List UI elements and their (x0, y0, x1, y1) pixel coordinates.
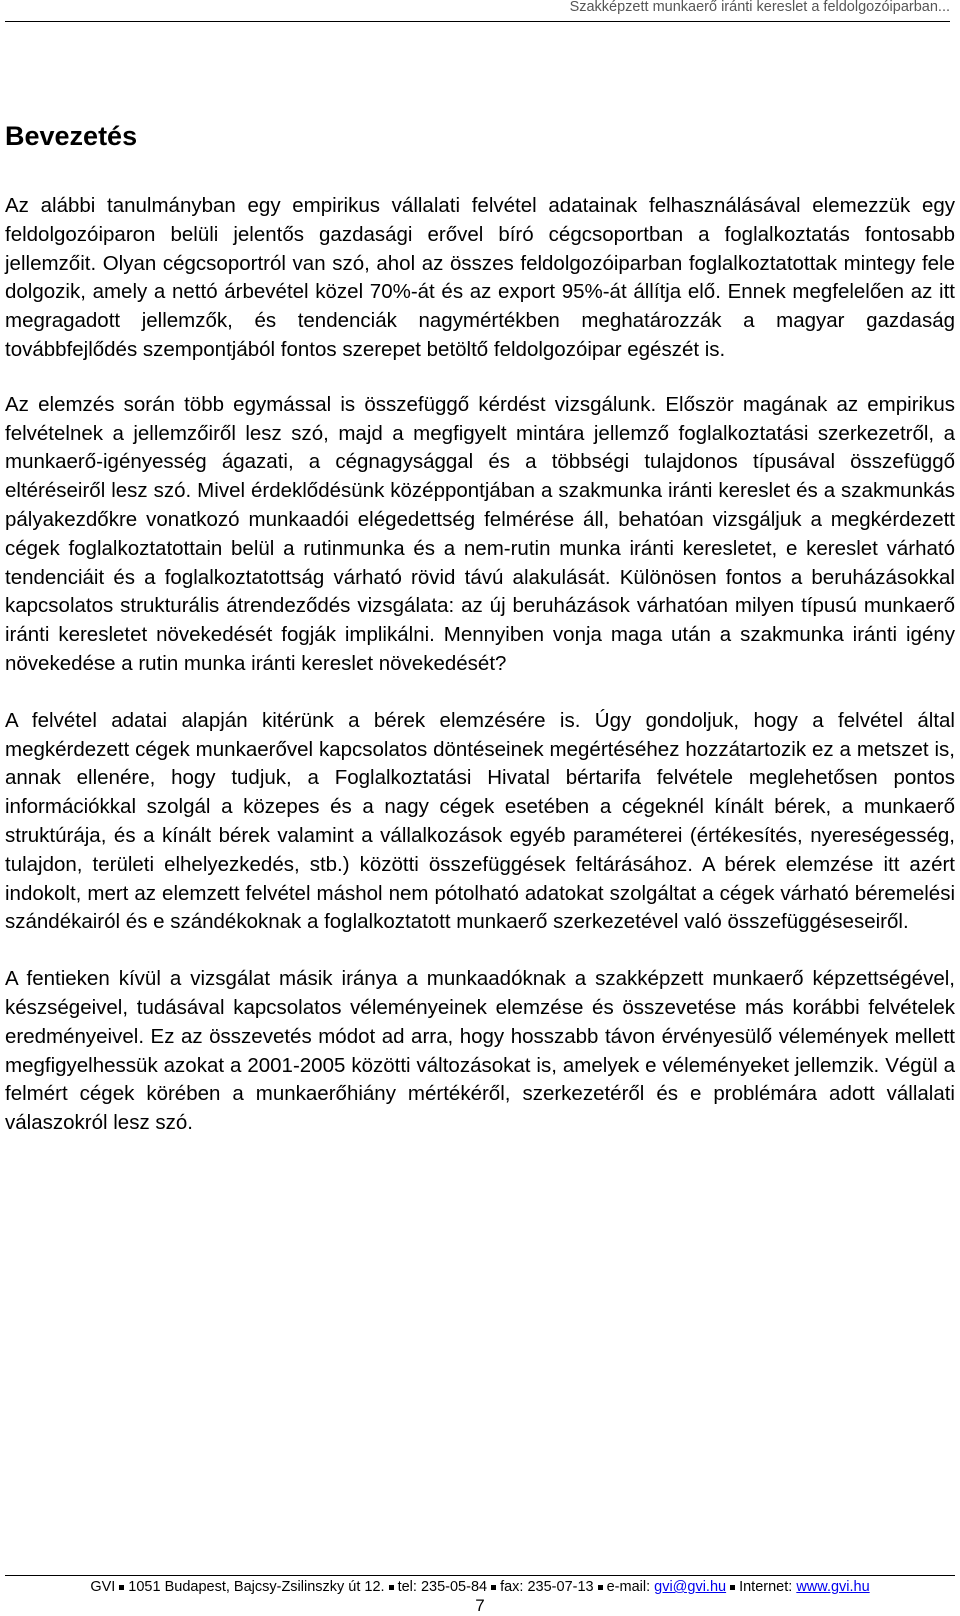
footer-email-link[interactable]: gvi@gvi.hu (654, 1579, 727, 1595)
page-number: 7 (475, 1596, 485, 1615)
paragraph-1: Az alábbi tanulmányban egy empirikus vállalati felvétel adatainak felhasználásával elemezzük egy feldolgozóiparon belüli jelentős gazdasági erővel bíró cégcsoportban a foglalkoztatás fontosabb jellemzőit. Olyan cégcsoportról van szó, ahol az összes feldolgozóiparban foglalkoztatottak mintegy fele dolgozik, amely a nettó árbevétel közel 70%-át és az export 95%-át állítja elő. Ennek megfelelően az itt megragadott jellemzők, és tendenciák nagymértékben meghatározzák a magyar gazdaság továbbfejlődés szempontjából fontos szerepet betöltő feldolgozóipar egészét is. (5, 194, 955, 361)
paragraph-2: Az elemzés során több egymással is összefüggő kérdést vizsgálunk. Először magának az empirikus felvételnek a jellemzőiről lesz szó, majd a megfigyelt mintára jellemző foglalkoztatási szerkezetről, a munkaerő-igényesség ágazati, a cégnagysággal és a többségi tulajdonos típusával összefüggő eltéréseiről lesz szó. Mivel érdeklődésünk középpontjában a szakmunka iránti kereslet és a szakmunkás pályakezdőkre vonatkozó munkaadói elégedettség felmérése áll, behatóan vizsgáljuk a megkérdezett cégek foglalkoztatottain belül a rutinmunka és a nem-rutin munka iránti keresletet, e kereslet várható tendenciáit és a foglalkoztatottság várható rövid távú alakulását. Különösen fontos a beruházásokkal kapcsolatos strukturális átrendeződés vizsgálata: az új beruházások várhatóan milyen típusú munkaerő iránti keresletet növekedését fogják implikálni. Mennyiben vonja maga után a szakmunka iránti igény növekedése a rutin munka iránti kereslet növekedését? (5, 392, 955, 675)
footer-email-label: e-mail: (606, 1579, 651, 1595)
bullet-separator (491, 1585, 496, 1590)
bullet-separator (389, 1585, 394, 1590)
bullet-separator (598, 1585, 603, 1590)
page-footer (5, 1575, 955, 1616)
footer-org: GVI (90, 1579, 116, 1595)
footer-address: 1051 Budapest, Bajcsy-Zsilinszky út 12. (128, 1579, 385, 1595)
running-title: Szakképzett munkaerő iránti kereslet a feldolgozóiparban... (569, 0, 950, 15)
body-text (5, 192, 955, 1166)
footer-contact-line (5, 1576, 955, 1596)
footer-website-link[interactable]: www.gvi.hu (796, 1579, 870, 1595)
footer-fax: fax: 235-07-13 (500, 1579, 594, 1595)
section-heading: Bevezetés (5, 121, 138, 151)
footer-tel: tel: 235-05-84 (397, 1579, 488, 1595)
running-header (5, 0, 950, 22)
paragraph-4: A fentieken kívül a vizsgálat másik iránya a munkaadóknak a szakképzett munkaerő képzettségével, készségeivel, tudásával kapcsolatos véleményeinek elemzése és összevetése más korábbi felvételek eredményeivel. Ez az összevetés módot ad arra, hogy hosszabb távon érvényesülő vélemények mellett megfigyelhessük azokat a 2001-2005 közötti változásokat is, amelyek e véleményeket jellemzik. Végül a felmért cégek körében a munkaerőhiány mértékéről, szerkezetéről és e problémára adott vállalati válaszokról lesz szó. (5, 967, 955, 1135)
bullet-separator (730, 1585, 735, 1590)
paragraph-3: A felvétel adatai alapján kitérünk a bérek elemzésére is. Úgy gondoljuk, hogy a felvétel által megkérdezett cégek munkaerővel kapcsolatos döntéseinek megértéséhez hozzátartozik ez a metszet is, annak ellenére, hogy tudjuk, a Foglalkoztatási Hivatal bértarifa felvétele meglehetősen pontos információkkal szolgál a közepes és a nagy cégek esetében a cégeknél kínált bérek, a munkaerő struktúrája, és a kínált bérek valamint a vállalkozások egyéb paraméterei (értékesítés, nyereségesség, tulajdon, területi elhelyezkedés, stb.) közötti összefüggések feltárásához. A bérek elemzése itt azért indokolt, mert az elemzett felvétel máshol nem pótolható adatokat szolgáltat a cégek várható béremelési szándékairól és e szándékoknak a foglalkoztatott munkaerő szerkezetével való összefüggéseseiről. (5, 708, 955, 934)
bullet-separator (119, 1585, 124, 1590)
footer-internet-label: Internet: (739, 1579, 793, 1595)
